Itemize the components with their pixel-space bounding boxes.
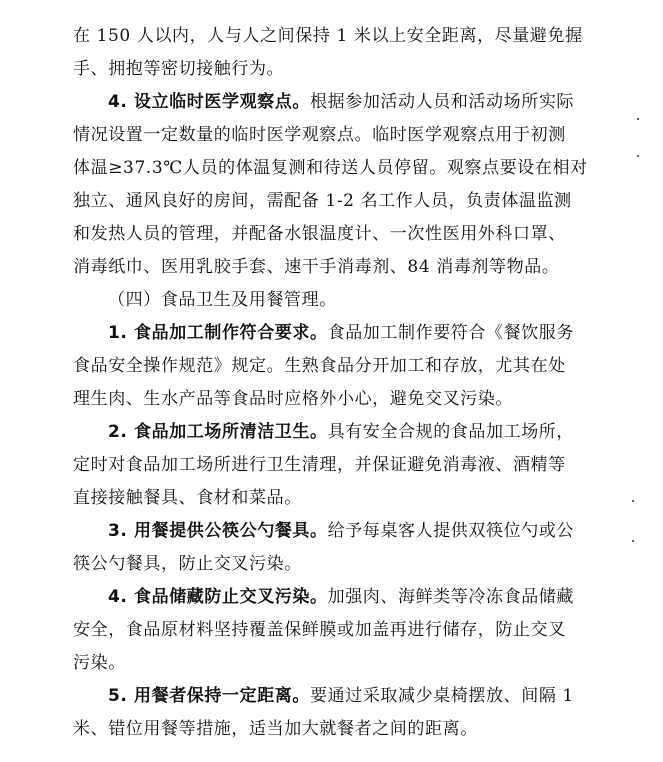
paragraph-heading: 4. 食品储藏防止交叉污染。	[108, 587, 328, 607]
paragraph-heading: 1. 食品加工制作符合要求。	[108, 323, 328, 343]
text-line: 独立、通风良好的房间，需配备 1-2 名工作人员，负责体温监测	[73, 191, 572, 211]
section-heading: （四）食品卫生及用餐管理。	[108, 290, 337, 310]
text-line: 在 150 人以内，人与人之间保持 1 米以上安全距离，尽量避免握	[73, 26, 583, 46]
paragraph-text: 具有安全合规的食品加工场所，	[327, 422, 575, 442]
paragraph-text: 食品加工制作要符合《餐饮服务	[327, 323, 575, 343]
margin-dot	[632, 540, 634, 542]
paragraph-text: 给予每桌客人提供双筷位勺或公	[327, 521, 575, 541]
text-line: 情况设置一定数量的临时医学观察点。临时医学观察点用于初测	[73, 125, 566, 145]
paragraph-heading: 3. 用餐提供公筷公勺餐具。	[108, 521, 328, 541]
margin-dot	[632, 500, 634, 502]
paragraph-heading-line	[108, 686, 628, 706]
paragraph-heading: 5. 用餐者保持一定距离。	[108, 686, 311, 706]
text-line: 理生肉、生水产品等食品时应格外小心，避免交叉污染。	[73, 389, 513, 409]
paragraph-heading-line	[108, 521, 628, 541]
text-line: 消毒纸巾、医用乳胶手套、速干手消毒剂、84 消毒剂等物品。	[73, 257, 560, 277]
text-line: 直接接触餐具、食材和菜品。	[73, 488, 302, 508]
paragraph-heading-line	[108, 92, 628, 112]
margin-dot	[637, 118, 639, 120]
text-line: 食品安全操作规范》规定。生熟食品分开加工和存放，尤其在处	[73, 356, 566, 376]
text-line: 米、错位用餐等措施，适当加大就餐者之间的距离。	[73, 719, 478, 739]
paragraph-text: 根据参加活动人员和活动场所实际	[310, 92, 575, 112]
text-line: 污染。	[73, 653, 126, 673]
text-line: 和发热人员的管理，并配备水银温度计、一次性医用外科口罩、	[73, 224, 566, 244]
paragraph-text: 加强肉、海鲜类等冷冻食品储藏	[327, 587, 575, 607]
text-line: 手、拥抱等密切接触行为。	[73, 59, 285, 79]
text-line: 筷公勺餐具，防止交叉污染。	[73, 554, 302, 574]
paragraph-text: 要通过采取减少桌椅摆放、间隔 1	[310, 686, 574, 706]
margin-dot	[637, 155, 639, 157]
paragraph-heading-line	[108, 323, 628, 343]
paragraph-heading: 2. 食品加工场所清洁卫生。	[108, 422, 328, 442]
text-line: 定时对食品加工场所进行卫生清理，并保证避免消毒液、酒精等	[73, 455, 566, 475]
paragraph-heading-line	[108, 587, 628, 607]
text-line: 体温≥37.3℃人员的体温复测和待送人员停留。观察点要设在相对	[73, 158, 588, 178]
paragraph-heading-line	[108, 422, 628, 442]
paragraph-heading: 4. 设立临时医学观察点。	[108, 92, 311, 112]
text-line: 安全，食品原材料坚持覆盖保鲜膜或加盖再进行储存，防止交叉	[73, 620, 566, 640]
